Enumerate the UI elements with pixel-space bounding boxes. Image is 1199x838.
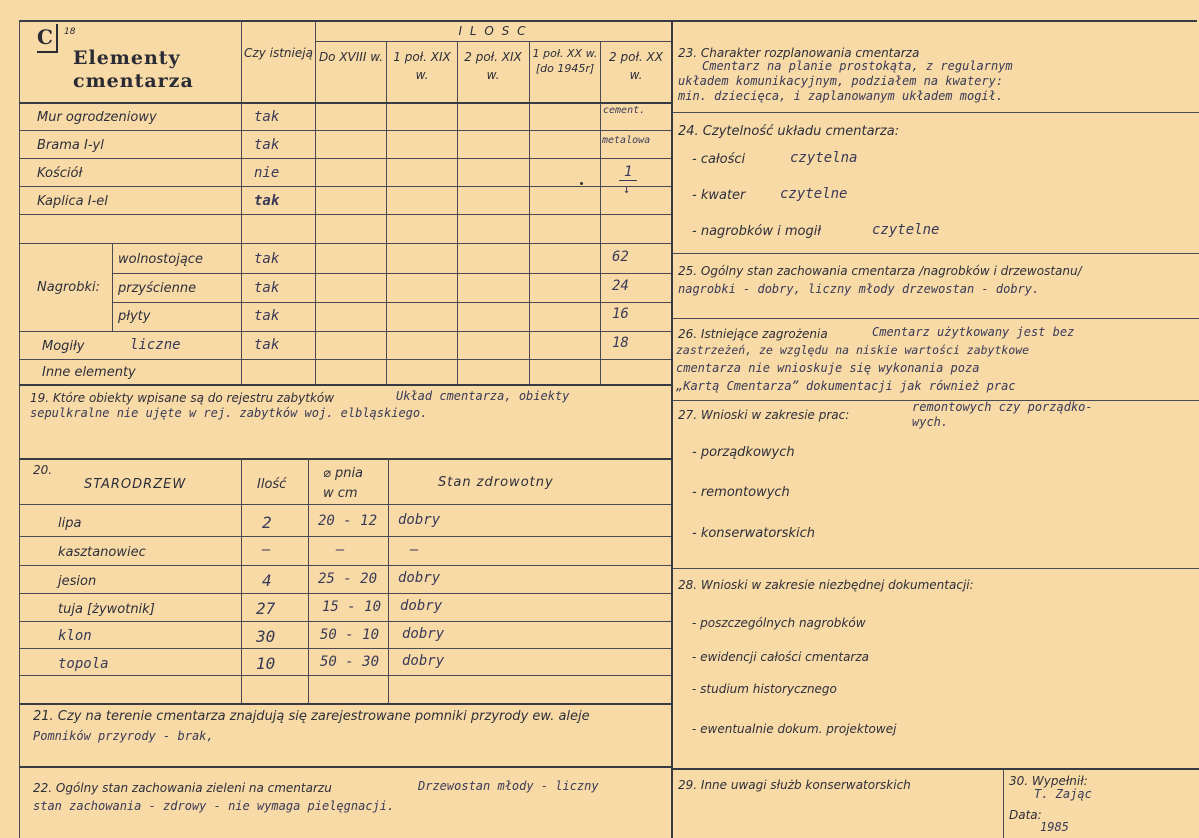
- s28-item: - ewentualnie dokum. projektowej: [692, 722, 897, 736]
- s19-hw-2: sepulkralne nie ujęte w rej. zabytków woj. elbląskiego.: [30, 406, 428, 420]
- mogily-exists: tak: [254, 337, 280, 353]
- row-line: [19, 504, 671, 505]
- letter-bracket: [56, 24, 58, 53]
- col-header-xviii: Do XVIII w.: [318, 50, 384, 64]
- tree-ilosc: 2: [262, 513, 272, 532]
- section-line: [672, 253, 1199, 254]
- col-header-2xix: 2 poł. XIX w.: [464, 50, 522, 82]
- s20-num: 20.: [33, 463, 53, 477]
- s20-col-pnia-1: ⌀ pnia: [323, 466, 364, 481]
- plyty-late-xx: 16: [612, 306, 629, 322]
- s23-hw-1: Cmentarz na planie prostokąta, z regularnym: [702, 59, 1013, 73]
- col-header-2xx: 2 poł. XX w.: [609, 50, 663, 82]
- s26-hw-3: cmentarza nie wnioskuje się wykonania poza: [676, 361, 980, 375]
- tree-ilosc: 30: [256, 627, 276, 646]
- s30-signature: T. Zając: [1034, 787, 1092, 801]
- tree-pnia: 20 - 12: [318, 513, 378, 529]
- s22-label: 22. Ogólny stan zachowania zieleni na cmentarzu: [33, 781, 332, 795]
- s25-label: 25. Ogólny stan zachowania cmentarza /nagrobków i drzewostanu/: [678, 264, 1082, 278]
- row-label-przyscienne: przyścienne: [118, 281, 197, 296]
- tree-stan: –: [410, 542, 419, 558]
- row-line: [19, 648, 671, 649]
- row-line: [19, 359, 671, 360]
- s19-label: 19. Które obiekty wpisane są do rejestru zabytków: [30, 391, 335, 405]
- nagrobki-label: Nagrobki:: [37, 280, 101, 295]
- card-letter: C: [37, 25, 53, 49]
- title-line-2: cmentarza: [73, 70, 194, 92]
- col-line: [600, 42, 601, 384]
- s26-hw-4: „Kartą Cmentarza” dokumentacji jak również prac: [676, 379, 1016, 393]
- s29-label: 29. Inne uwagi służb konserwatorskich: [678, 778, 911, 792]
- row-label-plyty: płyty: [118, 309, 151, 324]
- row-line: [19, 593, 671, 594]
- tree-name: tuja [żywotnik]: [58, 602, 155, 617]
- mogily-note: liczne: [130, 337, 181, 353]
- s22-hw-1: Drzewostan młody - liczny: [418, 779, 599, 793]
- brama-exists: tak: [254, 137, 280, 153]
- tree-ilosc: 10: [256, 654, 276, 673]
- s27-item: - konserwatorskich: [692, 526, 815, 541]
- tree-name: klon: [58, 628, 92, 644]
- center-divider: [671, 20, 673, 838]
- col-line: [308, 458, 309, 703]
- s26-hw-1: Cmentarz użytkowany jest bez: [872, 325, 1075, 339]
- s28-item: - poszczególnych nagrobków: [692, 616, 866, 630]
- kosciol-late-xx: 1: [624, 164, 633, 180]
- s23-hw-2: układem komunikacyjnym, podziałem na kwatery:: [678, 74, 1004, 88]
- col-header-ilosc: I L O S C: [458, 24, 528, 38]
- tree-pnia: 50 - 10: [320, 627, 380, 643]
- letter-underline: [37, 51, 57, 53]
- kaplica-exists: tak: [254, 193, 280, 209]
- row-line: [19, 458, 671, 460]
- row-label-mur: Mur ogrodzeniowy: [37, 110, 157, 125]
- s24-item-label: - kwater: [692, 188, 746, 203]
- s26-label: 26. Istniejące zagrożenia: [678, 327, 828, 341]
- s22-hw-2: stan zachowania - zdrowy - nie wymaga pielęgnacji.: [33, 799, 395, 813]
- tree-stan: dobry: [402, 653, 445, 669]
- tree-stan: dobry: [400, 598, 443, 614]
- row-line: [19, 703, 671, 705]
- tree-pnia: 50 - 30: [320, 654, 380, 670]
- s30-label: 30. Wypełnił:: [1009, 774, 1088, 788]
- s27-label: 27. Wnioski w zakresie prac:: [678, 408, 850, 422]
- title-line-1: Elementy: [73, 47, 181, 69]
- col-line: [241, 20, 242, 384]
- s23-hw-3: min. dziecięca, i zaplanowanym układem mogił.: [678, 89, 1004, 103]
- s24-label: 24. Czytelność układu cmentarza:: [678, 124, 900, 139]
- row-line: [112, 302, 671, 303]
- row-label-mogily: Mogiły: [42, 339, 85, 354]
- tree-stan: dobry: [402, 626, 445, 642]
- row-line: [315, 41, 671, 42]
- tree-name: jesion: [58, 574, 97, 589]
- row-label-wolnostojace: wolnostojące: [118, 252, 203, 267]
- s30-date: 1985: [1040, 820, 1069, 834]
- row-line: [19, 186, 671, 187]
- col-line: [112, 244, 113, 331]
- col-line: [1003, 768, 1004, 838]
- row-line: [19, 384, 671, 386]
- s26-hw-2: zastrzeżeń, ze względu na niskie wartości zabytkowe: [676, 343, 1030, 357]
- col-line: [529, 42, 530, 384]
- row-label-kosciol: Kościół: [37, 166, 83, 181]
- s27-hw-2: wych.: [912, 415, 949, 429]
- col-line: [386, 42, 387, 384]
- s24-item-hw: czytelna: [790, 150, 858, 166]
- s24-item-label: - nagrobków i mogił: [692, 224, 822, 239]
- mur-exists: tak: [254, 109, 280, 125]
- col-header-1xix: 1 poł. XIX w.: [393, 50, 451, 82]
- row-line: [19, 331, 671, 332]
- s27-hw-1: remontowych czy porządko-: [912, 400, 1093, 414]
- tree-pnia: –: [336, 542, 345, 558]
- row-label-kaplica: Kaplica I-el: [37, 194, 108, 209]
- arrow-down-icon: ↓: [623, 182, 631, 196]
- dot-mark: [580, 182, 583, 185]
- section-line: [672, 568, 1199, 569]
- s20-col-stan: Stan zdrowotny: [438, 475, 554, 490]
- s19-hw-1: Układ cmentarza, obiekty: [396, 389, 570, 403]
- row-line: [19, 130, 671, 131]
- mur-late-xx: cement.: [603, 105, 646, 116]
- row-line: [19, 766, 671, 768]
- s24-item-label: - całości: [692, 152, 746, 167]
- section-line: [672, 112, 1199, 113]
- tree-pnia: 15 - 10: [322, 599, 382, 615]
- row-line: [19, 675, 671, 676]
- col-header-exists: Czy istnieją: [244, 46, 313, 60]
- tree-ilosc: –: [262, 542, 271, 558]
- s20-title: STARODRZEW: [84, 477, 187, 492]
- row-line: [19, 536, 671, 537]
- brama-late-xx: metalowa: [602, 135, 651, 146]
- col-line: [241, 458, 242, 703]
- wolno-exists: tak: [254, 251, 280, 267]
- s28-label: 28. Wnioski w zakresie niezbędnej dokumentacji:: [678, 578, 974, 592]
- tree-name: lipa: [58, 516, 82, 531]
- przysc-exists: tak: [254, 280, 280, 296]
- row-label-brama: Brama I-yl: [37, 138, 104, 153]
- row-line: [19, 214, 671, 215]
- left-border: [19, 20, 20, 838]
- s21-label: 21. Czy na terenie cmentarza znajdują się zarejestrowane pomniki przyrody ew. aleje: [33, 709, 590, 724]
- s23-label: 23. Charakter rozplanowania cmentarza: [678, 46, 920, 60]
- fraction-line: [619, 180, 637, 181]
- s21-hw: Pomników przyrody - brak,: [33, 729, 214, 743]
- col-line: [457, 42, 458, 384]
- col-header-1xx: 1 poł. XX w. [do 1945r]: [532, 47, 598, 75]
- row-line: [19, 102, 671, 104]
- wolno-late-xx: 62: [612, 249, 629, 265]
- row-line: [19, 243, 671, 244]
- s27-item: - remontowych: [692, 485, 790, 500]
- tree-stan: dobry: [398, 512, 441, 528]
- card-index: 18: [64, 27, 76, 37]
- s24-item-hw: czytelne: [780, 186, 848, 202]
- row-line: [19, 621, 671, 622]
- plyty-exists: tak: [254, 308, 280, 324]
- kosciol-exists: nie: [254, 165, 280, 181]
- tree-stan: dobry: [398, 570, 441, 586]
- section-line: [672, 318, 1199, 319]
- row-line: [19, 158, 671, 159]
- row-label-inne: Inne elementy: [42, 365, 136, 380]
- tree-ilosc: 4: [262, 571, 272, 590]
- tree-name: kasztanowiec: [58, 545, 146, 560]
- mogily-late-xx: 18: [612, 335, 629, 351]
- tree-ilosc: 27: [256, 599, 276, 618]
- col-line: [388, 458, 389, 703]
- s28-item: - studium historycznego: [692, 682, 837, 696]
- s20-col-pnia-2: w cm: [323, 486, 358, 501]
- tree-pnia: 25 - 20: [318, 571, 378, 587]
- row-line: [112, 273, 671, 274]
- s24-item-hw: czytelne: [872, 222, 940, 238]
- s30-date-label: Data:: [1009, 808, 1042, 822]
- s25-hw: nagrobki - dobry, liczny młody drzewostan - dobry.: [678, 282, 1040, 296]
- s27-item: - porządkowych: [692, 445, 795, 460]
- tree-name: topola: [58, 656, 109, 672]
- section-line: [672, 768, 1199, 770]
- s28-item: - ewidencji całości cmentarza: [692, 650, 870, 664]
- col-line: [315, 20, 316, 384]
- przysc-late-xx: 24: [612, 278, 629, 294]
- row-line: [19, 565, 671, 566]
- s20-col-ilosc: Ilość: [257, 477, 287, 492]
